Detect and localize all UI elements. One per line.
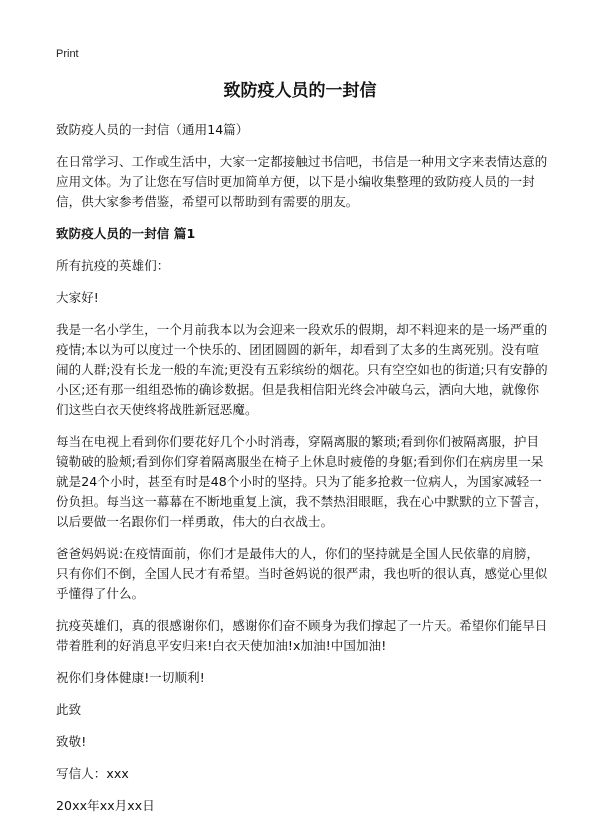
body-paragraph: 我是一名小学生，一个月前我本以为会迎来一段欢乐的假期，却不料迎来的是一场严重的疫情;本以为可以度过一个快乐的、团团圆圆的新年，却看到了太多的生离死别。没有喧闹的人群;没有长龙一般的车流;更没有五彩缤纷的烟花。只有空空如也的街道;只有安静的小区;还有那一组组恐怖的确诊数据。但是我相信阳光终会冲破乌云，洒向大地，就像你们这些白衣天使终将战胜新冠恶魔。 xyxy=(56,322,548,417)
document-title: 致防疫人员的一封信 xyxy=(223,81,377,101)
date-line: 20xx年xx月xx日 xyxy=(56,798,155,813)
body-paragraph: 每当在电视上看到你们要花好几个小时消毒，穿隔离服的繁琐;看到你们被隔离服，护目镜勒破的脸颊;看到你们穿着隔离服坐在椅子上休息时疲倦的身躯;看到你们在病房里一呆就是24个小时，甚至有时是48个小时的坚持。只为了能多抢救一位病人，为国家减轻一份负担。每当这一幕幕在不断地重复上演，我不禁热泪眼眶，我在心中默默的立下誓言，以后要做一名跟你们一样勇敢，伟大的白衣战士。 xyxy=(56,434,548,529)
closing-salute: 致敬! xyxy=(56,734,87,749)
greeting: 大家好! xyxy=(56,290,99,305)
document-body xyxy=(56,120,548,828)
body-paragraph: 抗疫英雄们，真的很感谢你们，感谢你们奋不顾身为我们撑起了一片天。希望你们能早日带着胜利的好消息平安归来!白衣天使加油!x加油!中国加油! xyxy=(56,618,548,653)
salutation: 所有抗疫的英雄们： xyxy=(56,258,170,273)
signature-line: 写信人：xxx xyxy=(56,766,129,781)
print-link[interactable]: Print xyxy=(56,48,79,60)
closing-ci-zhi: 此致 xyxy=(56,702,82,717)
body-paragraph: 爸爸妈妈说:在疫情面前，你们才是最伟大的人，你们的坚持就是全国人民依靠的肩膀，只有你们不倒，全国人民才有希望。当时爸妈说的很严肃，我也听的很认真，感觉心里似乎懂得了什么。 xyxy=(56,546,548,601)
intro-paragraph: 在日常学习、工作或生活中，大家一定都接触过书信吧，书信是一种用文字来表情达意的应用文体。为了让您在写信时更加简单方便，以下是小编收集整理的致防疫人员的一封信，供大家参考借鉴，希望可以帮助到有需要的朋友。 xyxy=(56,154,548,209)
document-subtitle: 致防疫人员的一封信（通用14篇） xyxy=(56,122,249,137)
section-heading: 致防疫人员的一封信 篇1 xyxy=(56,226,196,241)
closing-wish: 祝你们身体健康!一切顺利! xyxy=(56,670,205,685)
